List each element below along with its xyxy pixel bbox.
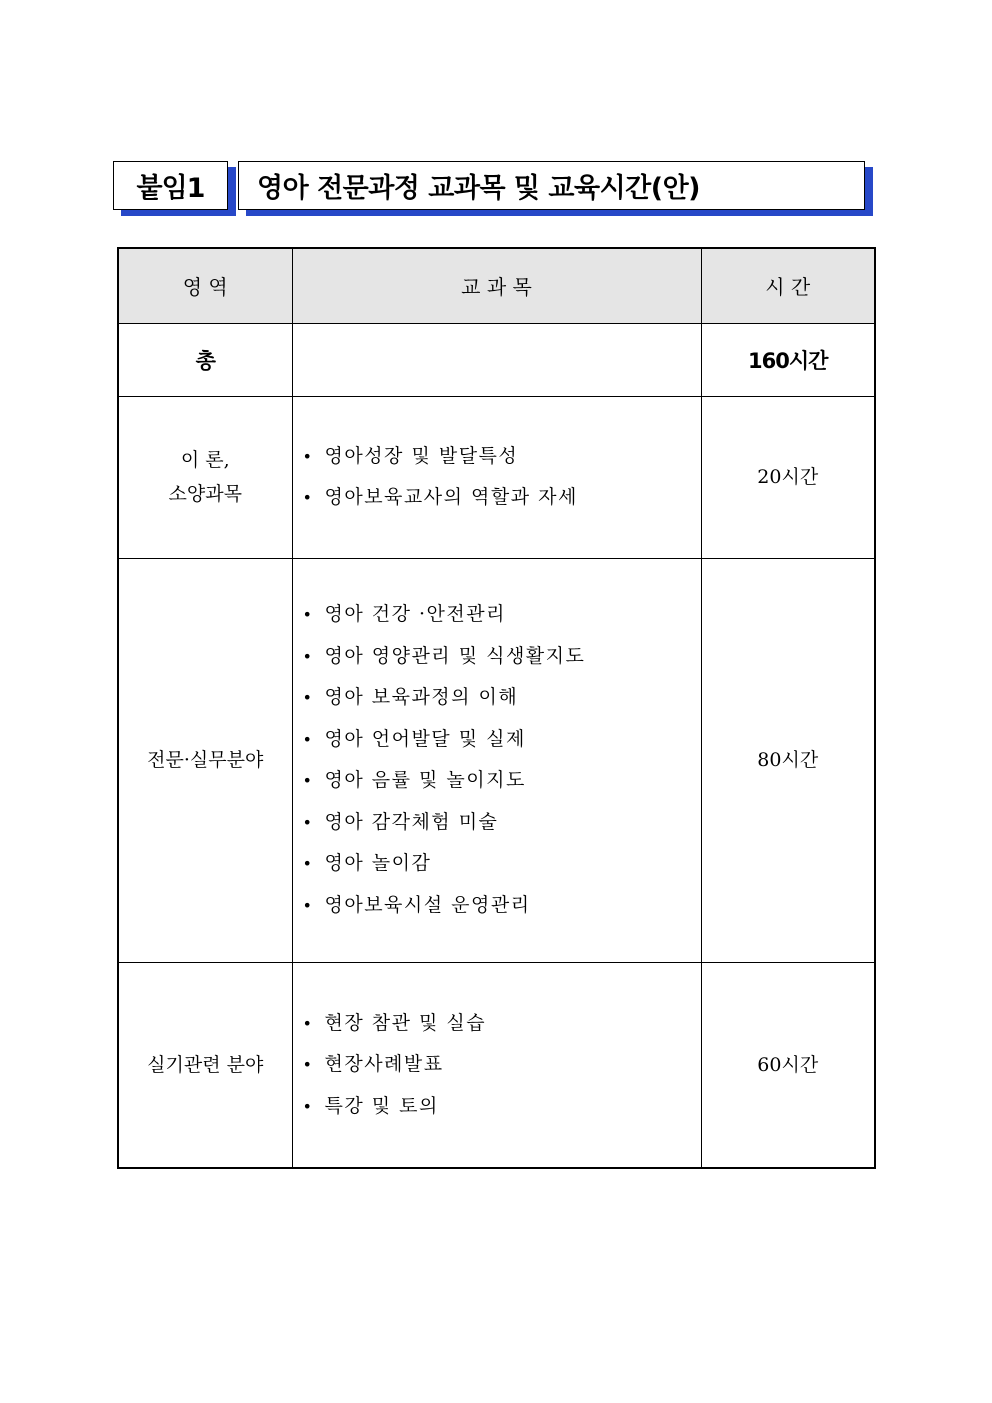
total-subjects <box>292 323 701 396</box>
subject-text: 영아보육교사의 역할과 자세 <box>324 486 578 508</box>
area-cell <box>118 558 292 962</box>
subject-text: 영아 보육과정의 이해 <box>324 686 519 708</box>
bullet-icon: • <box>302 895 312 915</box>
subject-text: 현장 참관 및 실습 <box>324 1011 487 1034</box>
total-hours: 160시간 <box>701 323 875 396</box>
list-item <box>303 636 701 678</box>
bullet-icon: • <box>302 1096 312 1116</box>
subjects-cell <box>292 962 701 1168</box>
subjects-cell <box>292 558 701 962</box>
bullet-icon: • <box>302 729 312 749</box>
list-item <box>303 1044 701 1086</box>
column-header-area: 영 역 <box>118 248 292 323</box>
column-header-hours: 시 간 <box>701 248 875 323</box>
hours-cell: 80시간 <box>701 558 875 962</box>
subject-list <box>293 594 701 926</box>
subject-text: 영아보육시설 운영관리 <box>324 893 531 916</box>
list-item <box>303 760 701 802</box>
area-cell <box>118 962 292 1168</box>
attachment-tag-label: 붙임1 <box>136 173 205 204</box>
subject-text: 현장사례발표 <box>324 1053 444 1075</box>
subject-text: 영아 감각체험 미술 <box>324 810 499 833</box>
list-item <box>303 1086 701 1128</box>
area-label-line: 소양과목 <box>168 483 242 505</box>
subject-text: 영아 언어발달 및 실제 <box>324 727 526 750</box>
subject-text: 영아 음률 및 놀이지도 <box>324 769 526 791</box>
total-row <box>118 323 875 396</box>
page-title: 영아 전문과정 교과목 및 교육시간(안) <box>257 173 701 204</box>
bullet-icon: • <box>302 1013 312 1033</box>
list-item <box>303 885 701 927</box>
hours-cell: 20시간 <box>701 396 875 558</box>
list-item <box>303 719 701 761</box>
subject-text: 영아성장 및 발달특성 <box>324 444 519 467</box>
attachment-tag <box>113 161 228 210</box>
area-label-line: 이 론, <box>180 449 230 471</box>
area-cell <box>118 396 292 558</box>
bullet-icon: • <box>302 854 312 873</box>
hours-cell: 60시간 <box>701 962 875 1168</box>
bullet-icon: • <box>302 1055 312 1074</box>
subjects-cell <box>292 396 701 558</box>
list-item <box>303 1003 701 1045</box>
subject-text: 영아 건강 ·안전관리 <box>324 603 506 625</box>
bullet-icon: • <box>302 488 312 507</box>
list-item <box>303 436 701 478</box>
table-header-row <box>118 248 875 323</box>
list-item <box>303 677 701 719</box>
subject-text: 영아 영양관리 및 식생활지도 <box>324 644 586 667</box>
table-row <box>118 962 875 1168</box>
bullet-icon: • <box>302 812 312 832</box>
bullet-icon: • <box>302 771 312 790</box>
list-item <box>303 843 701 885</box>
list-item <box>303 594 701 636</box>
table-row <box>118 396 875 558</box>
page-title-box <box>238 161 865 210</box>
area-label-line: 실기관련 분야 <box>147 1053 264 1076</box>
bullet-icon: • <box>302 688 312 707</box>
subject-text: 영아 놀이감 <box>324 852 432 874</box>
list-item <box>303 477 701 519</box>
list-item <box>303 802 701 844</box>
bullet-icon: • <box>302 446 312 466</box>
column-header-subjects: 교 과 목 <box>292 248 701 323</box>
subject-list <box>293 436 701 519</box>
subject-text: 특강 및 토의 <box>324 1094 439 1117</box>
bullet-icon: • <box>302 646 312 666</box>
table-row <box>118 558 875 962</box>
subject-list <box>293 1003 701 1128</box>
area-label-line: 전문·실무분야 <box>147 749 264 771</box>
bullet-icon: • <box>302 605 312 624</box>
curriculum-table <box>117 247 876 1169</box>
total-label: 총 <box>118 323 292 396</box>
